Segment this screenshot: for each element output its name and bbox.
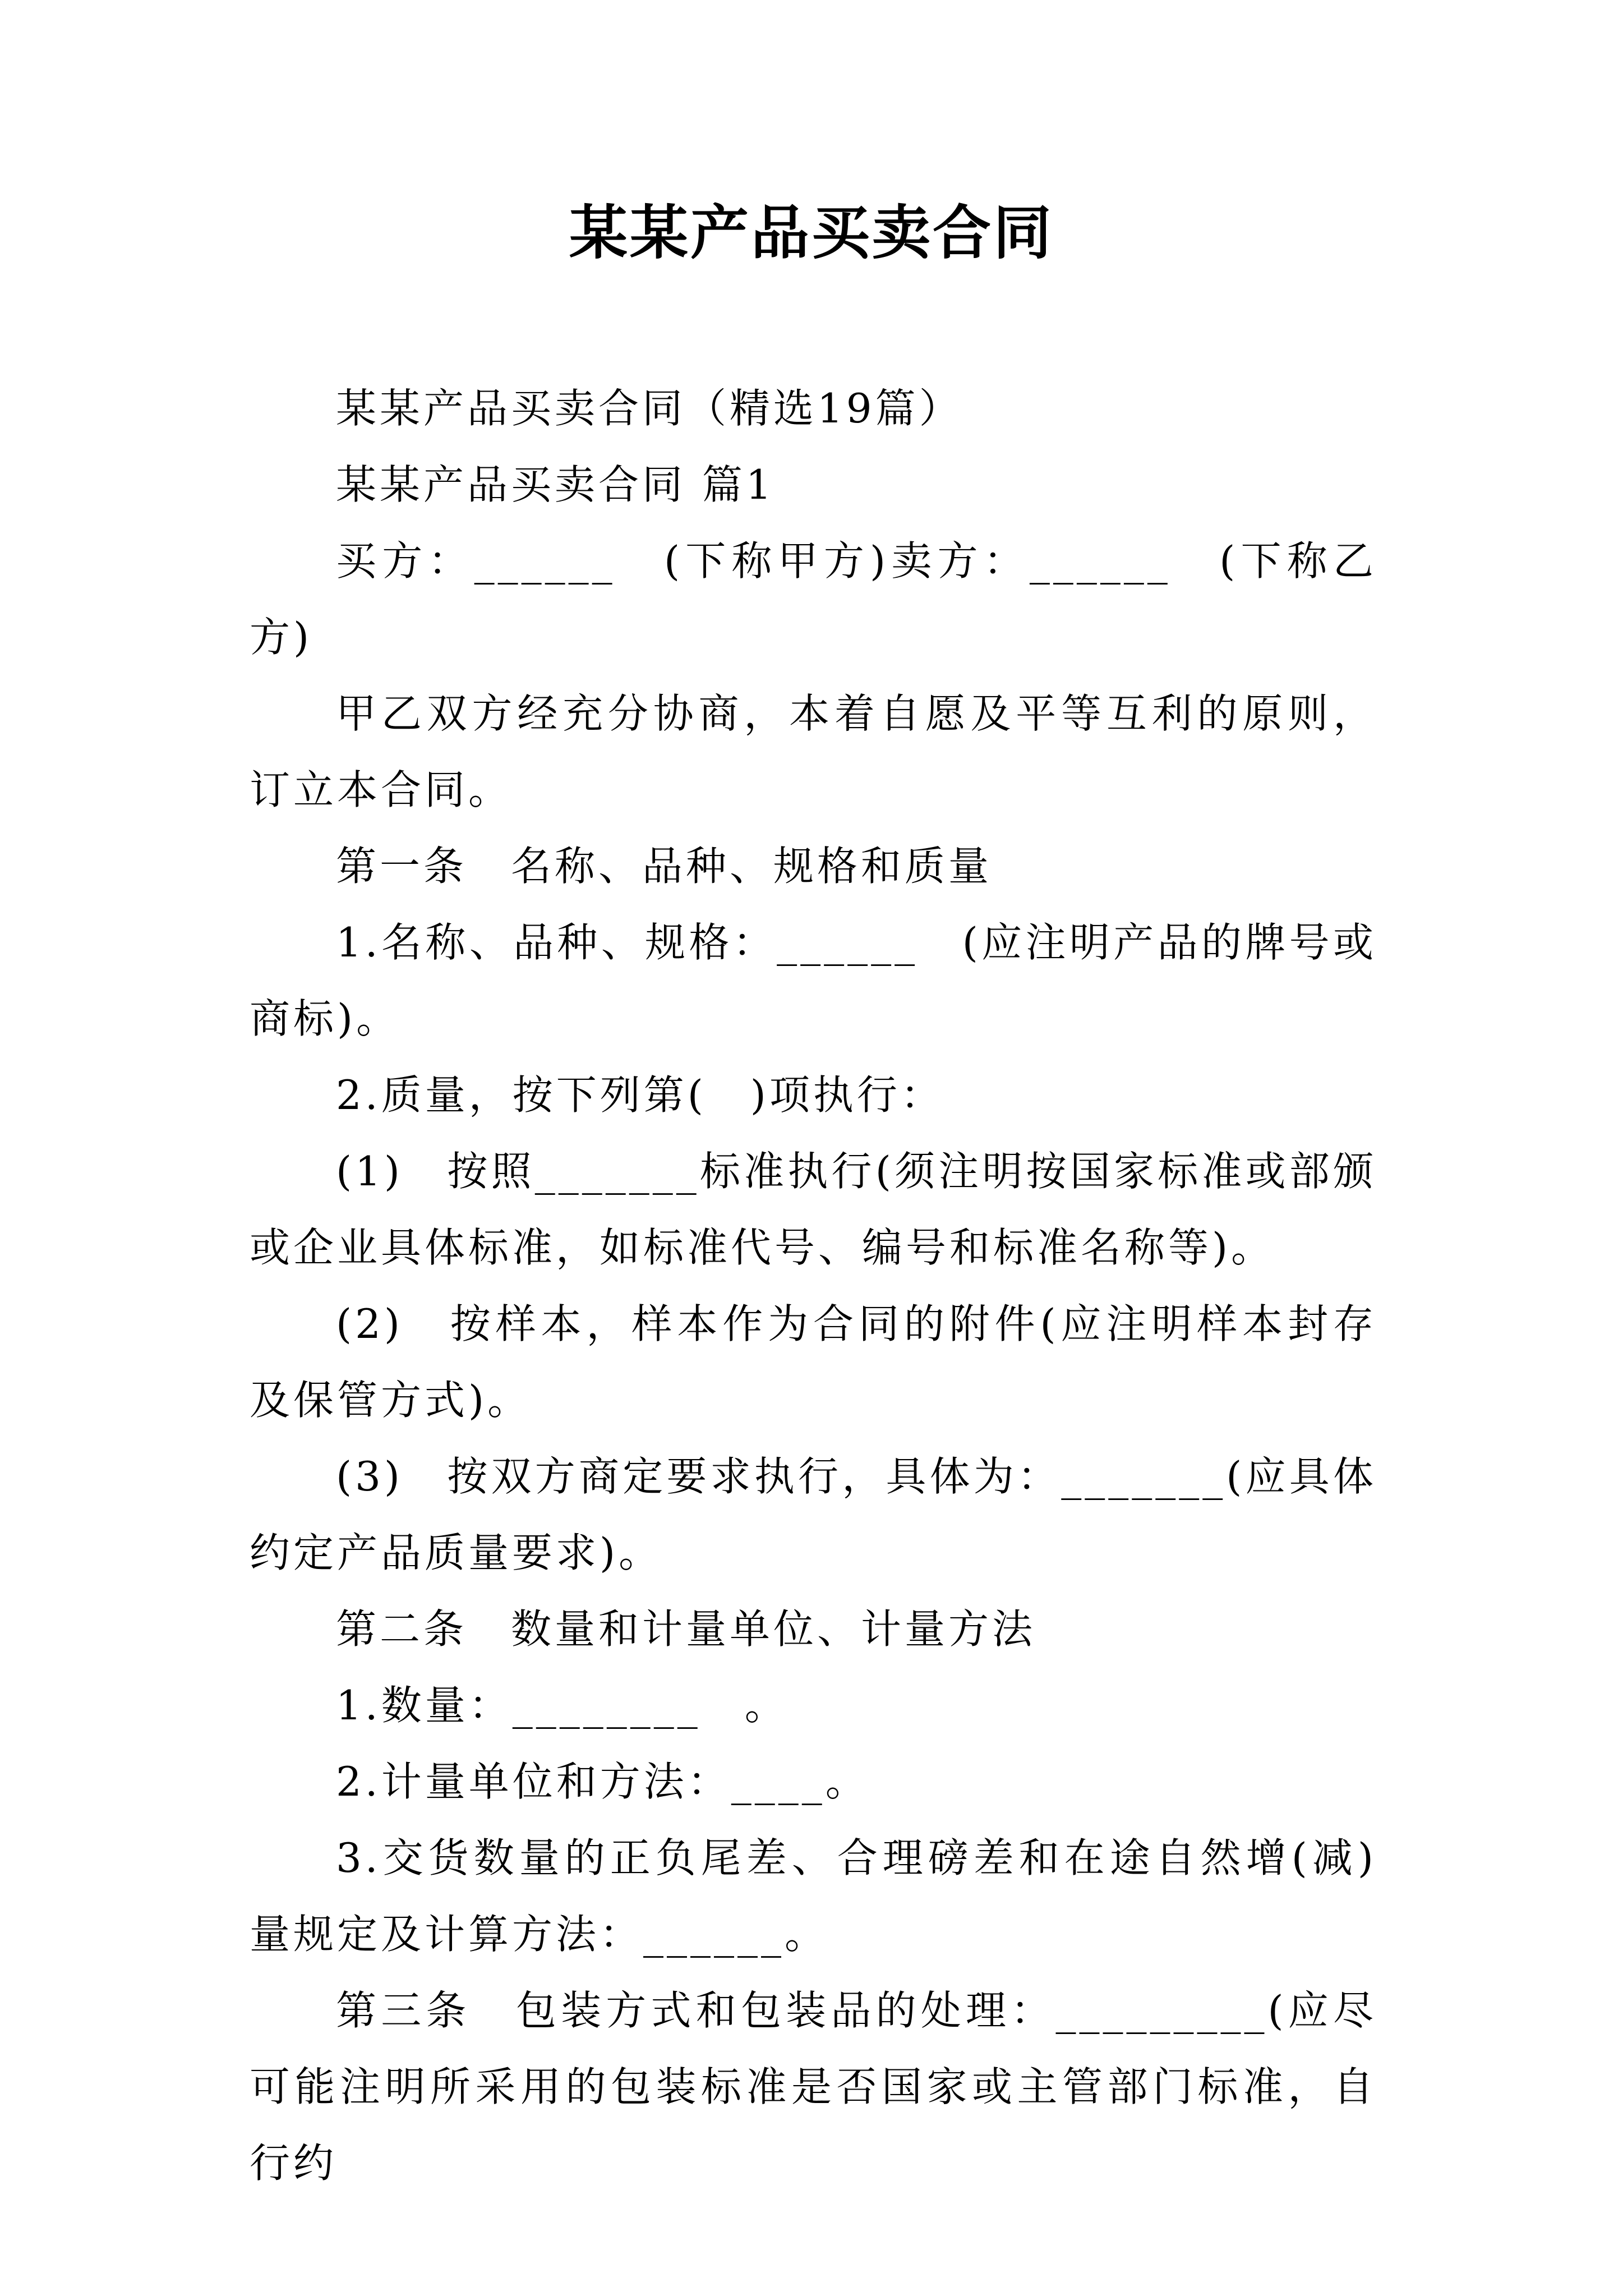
paragraph: 1.数量：________ 。 [336,1682,789,1729]
paragraph: 第三条 包装方式和包装品的处理：_________(应尽可能注明所采用的包装标准是否国家或主管部门标准，自行约 [250,1987,1377,2187]
paragraph: 买方：______ (下称甲方)卖方：______ (下称乙方) [250,537,1377,661]
paragraph: 3.交货数量的正负尾差、合理磅差和在途自然增(减)量规定及计算方法：______。 [250,1834,1377,1958]
paragraph: (1) 按照_______标准执行(须注明按国家标准或部颁或企业具体标准，如标准代号、编号和标准名称等)。 [250,1148,1377,1271]
paragraph: (2) 按样本，样本作为合同的附件(应注明样本封存及保管方式)。 [250,1300,1377,1424]
paragraph: 1.名称、品种、规格：______ (应注明产品的牌号或商标)。 [250,919,1377,1042]
document-title: 某某产品买卖合同 [569,198,1054,267]
paragraph: 某某产品买卖合同 篇1 [336,461,775,508]
paragraph: 第二条 数量和计量单位、计量方法 [336,1605,1036,1653]
paragraph: 2.计量单位和方法：____。 [336,1758,869,1805]
paragraph: 第一条 名称、品种、规格和质量 [336,843,993,890]
paragraph: 甲乙双方经充分协商，本着自愿及平等互利的原则，订立本合同。 [250,690,1377,813]
paragraph: 某某产品买卖合同（精选19篇） [336,385,963,432]
paragraph: (3) 按双方商定要求执行，具体为：_______(应具体约定产品质量要求)。 [250,1453,1377,1576]
document-body [250,370,1377,2201]
paragraph: 2.质量，按下列第( )项执行： [336,1071,944,1119]
